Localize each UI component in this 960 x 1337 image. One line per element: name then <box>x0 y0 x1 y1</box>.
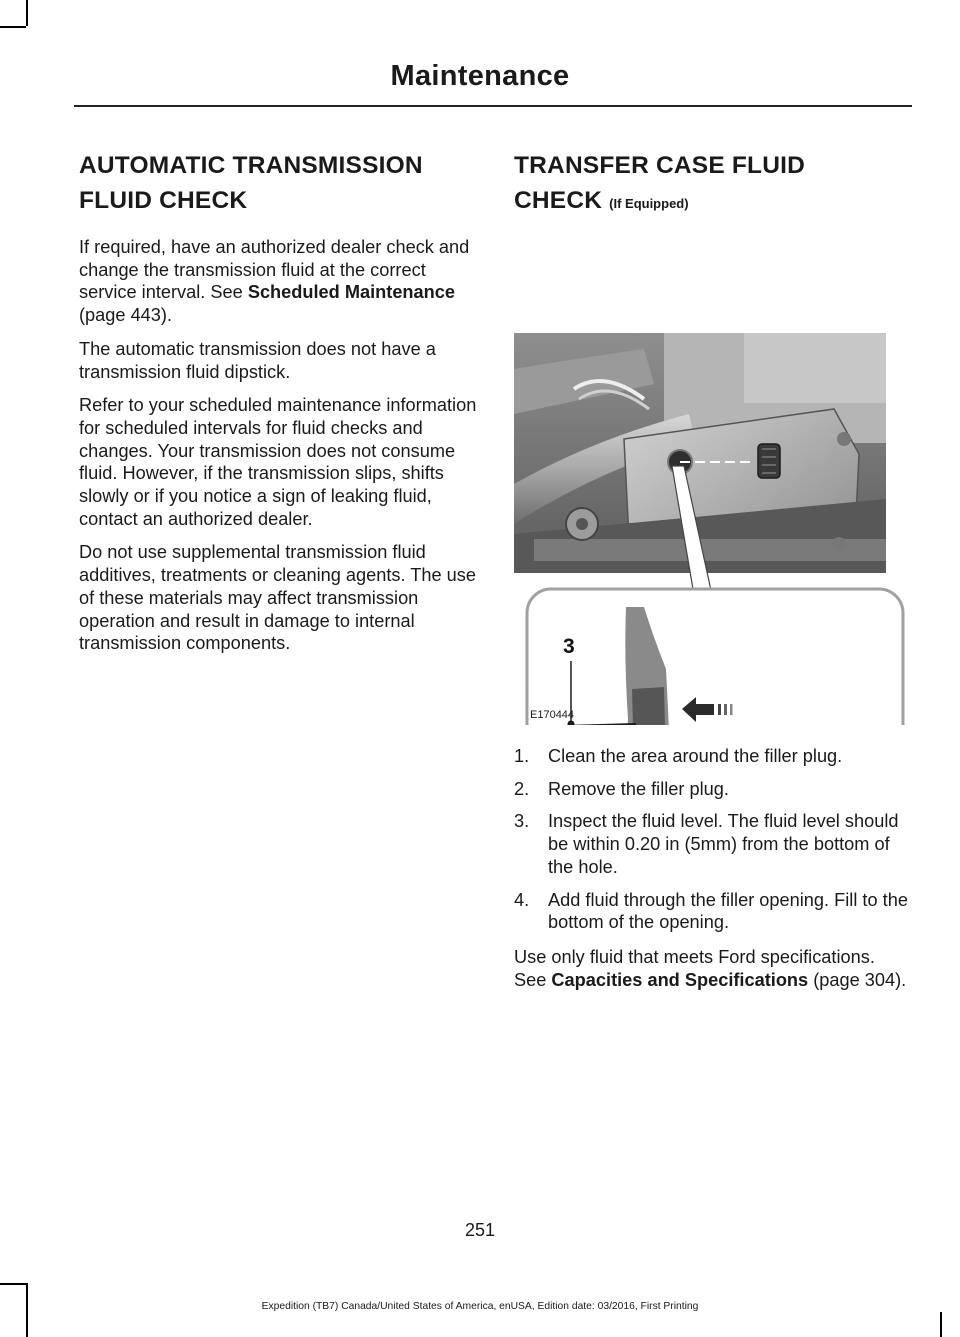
crop-mark <box>0 1283 26 1285</box>
text-run: (page 304). <box>808 969 907 990</box>
crop-mark <box>26 0 28 26</box>
illustration-svg <box>514 239 910 725</box>
footer-text: Expedition (TB7) Canada/United States of America, enUSA, Edition date: 03/2016, First Printing <box>261 1301 699 1312</box>
transfer-case-illustration <box>514 239 910 725</box>
paragraph <box>514 946 910 991</box>
heading-line: TRANSFER CASE FLUID <box>514 152 805 179</box>
right-column <box>514 148 910 1002</box>
paragraph: The automatic transmission does not have a transmission fluid dipstick. <box>79 338 436 382</box>
text-run: Use only fluid that meets Ford specifications. See <box>514 946 875 990</box>
heading-line: FLUID CHECK <box>79 187 248 214</box>
crop-mark <box>940 1312 942 1337</box>
list-item <box>514 810 910 878</box>
figure-callout-number: 3 <box>563 635 575 658</box>
procedure-steps <box>514 745 910 934</box>
paragraph: Do not use supplemental transmission fluid additives, treatments or cleaning agents. The use of these materials may affect transmission operation and result in damage to internal transmission components. <box>79 542 476 654</box>
crop-mark <box>0 26 26 28</box>
step-text: Remove the filler plug. <box>548 778 729 799</box>
step-text: Inspect the fluid level. The fluid level should be within 0.20 in (5mm) from the bottom of the hole. <box>548 811 899 877</box>
paragraph: Refer to your scheduled maintenance information for scheduled intervals for fluid checks and changes. Your transmission does not consume fluid. However, if the transmission slips, shifts slowly or if you notice a sign of leaking fluid, contact an authorized dealer. <box>79 395 477 529</box>
heading-qualifier: (If Equipped) <box>609 196 689 211</box>
step-text: Add fluid through the filler opening. Fill to the bottom of the opening. <box>548 889 908 933</box>
header-divider <box>74 105 912 107</box>
step-number: 2. <box>514 778 530 799</box>
figure-code: E170444 <box>530 709 575 721</box>
step-number: 1. <box>514 746 530 766</box>
step-number: 4. <box>514 889 530 910</box>
step-text: Clean the area around the filler plug. <box>548 746 843 766</box>
list-item <box>514 778 910 801</box>
link-scheduled-maintenance[interactable]: Scheduled Maintenance <box>247 282 455 303</box>
link-capacities-specifications[interactable]: Capacities and Specifications <box>551 969 809 990</box>
section-heading-transfer-case <box>514 148 910 221</box>
page-title: Maintenance <box>390 60 570 92</box>
list-item <box>514 745 910 768</box>
heading-line: AUTOMATIC TRANSMISSION <box>79 152 423 179</box>
text-run: If required, have an authorized dealer check and change the transmission fluid at the correct service interval. See <box>79 237 470 303</box>
list-item <box>514 889 910 934</box>
text-run: (page 443). <box>79 305 173 326</box>
heading-line: CHECK <box>514 187 603 214</box>
page-number: 251 <box>464 1220 496 1240</box>
step-number: 3. <box>514 811 530 832</box>
paragraph <box>79 236 479 327</box>
left-column <box>79 148 479 666</box>
section-heading-transmission <box>79 148 479 218</box>
